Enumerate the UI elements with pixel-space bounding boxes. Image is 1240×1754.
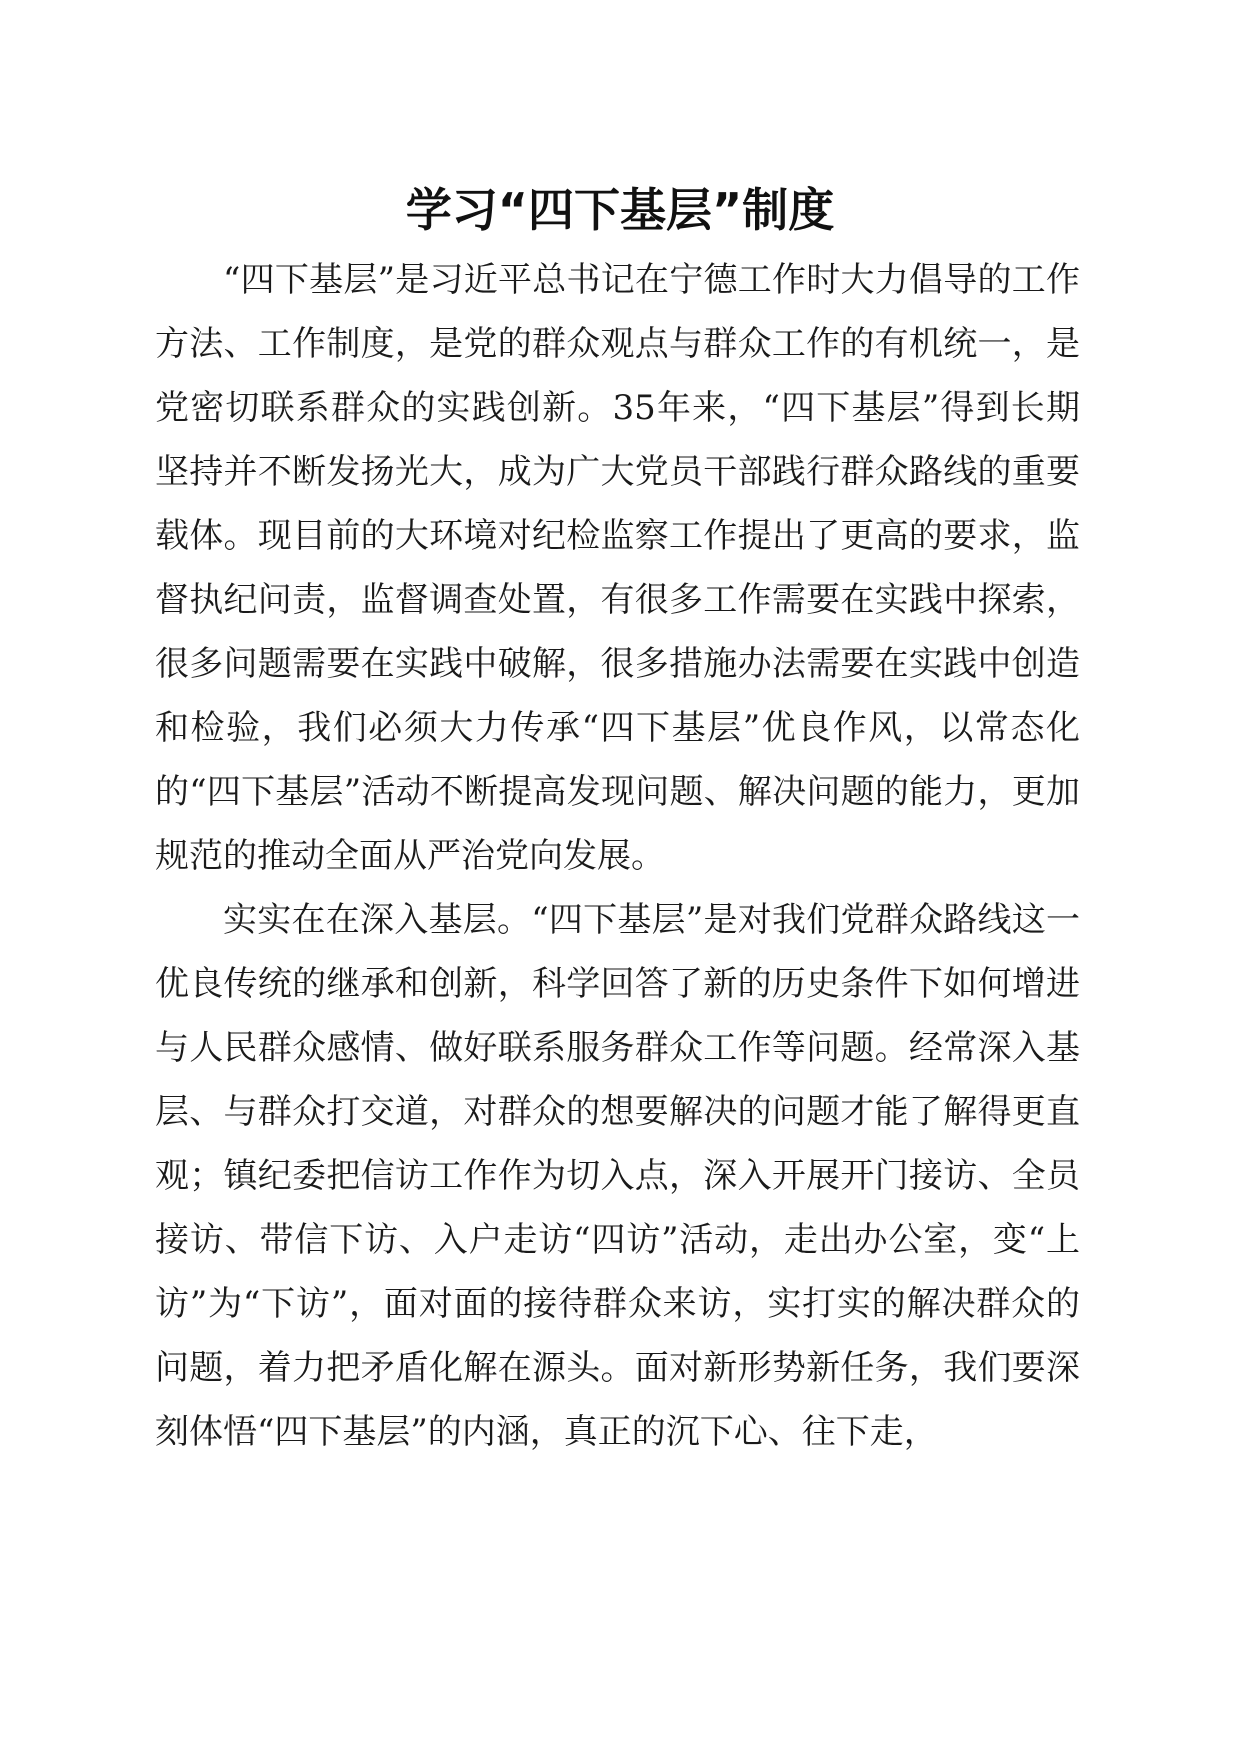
document-title: 学习“四下基层”制度 [405,183,835,237]
paragraph-grassroots: 实实在在深入基层。“四下基层”是对我们党群众路线这一优良传统的继承和创新，科学回答了新的历史条件下如何增进与人民群众感情、做好联系服务群众工作等问题。经常深入基层、与群众打交道，对群众的想要解决的问题才能了解得更直观；镇纪委把信访工作作为切入点，深入开展开门接访、全员接访、带信下访、入户走访“四访”活动，走出办公室，变“上访”为“下访”，面对面的接待群众来访，实打实的解决群众的问题，着力把矛盾化解在源头。面对新形势新任务，我们要深刻体悟“四下基层”的内涵，真正的沉下心、往下走， [155,900,1080,1452]
document-body [155,248,1080,1464]
paragraph-intro: “四下基层”是习近平总书记在宁德工作时大力倡导的工作方法、工作制度，是党的群众观点与群众工作的有机统一，是党密切联系群众的实践创新。35年来，“四下基层”得到长期坚持并不断发扬光大，成为广大党员干部践行群众路线的重要载体。现目前的大环境对纪检监察工作提出了更高的要求，监督执纪问责，监督调查处置，有很多工作需要在实践中探索，很多问题需要在实践中破解，很多措施办法需要在实践中创造和检验，我们必须大力传承“四下基层”优良作风，以常态化的“四下基层”活动不断提高发现问题、解决问题的能力，更加规范的推动全面从严治党向发展。 [155,260,1080,876]
